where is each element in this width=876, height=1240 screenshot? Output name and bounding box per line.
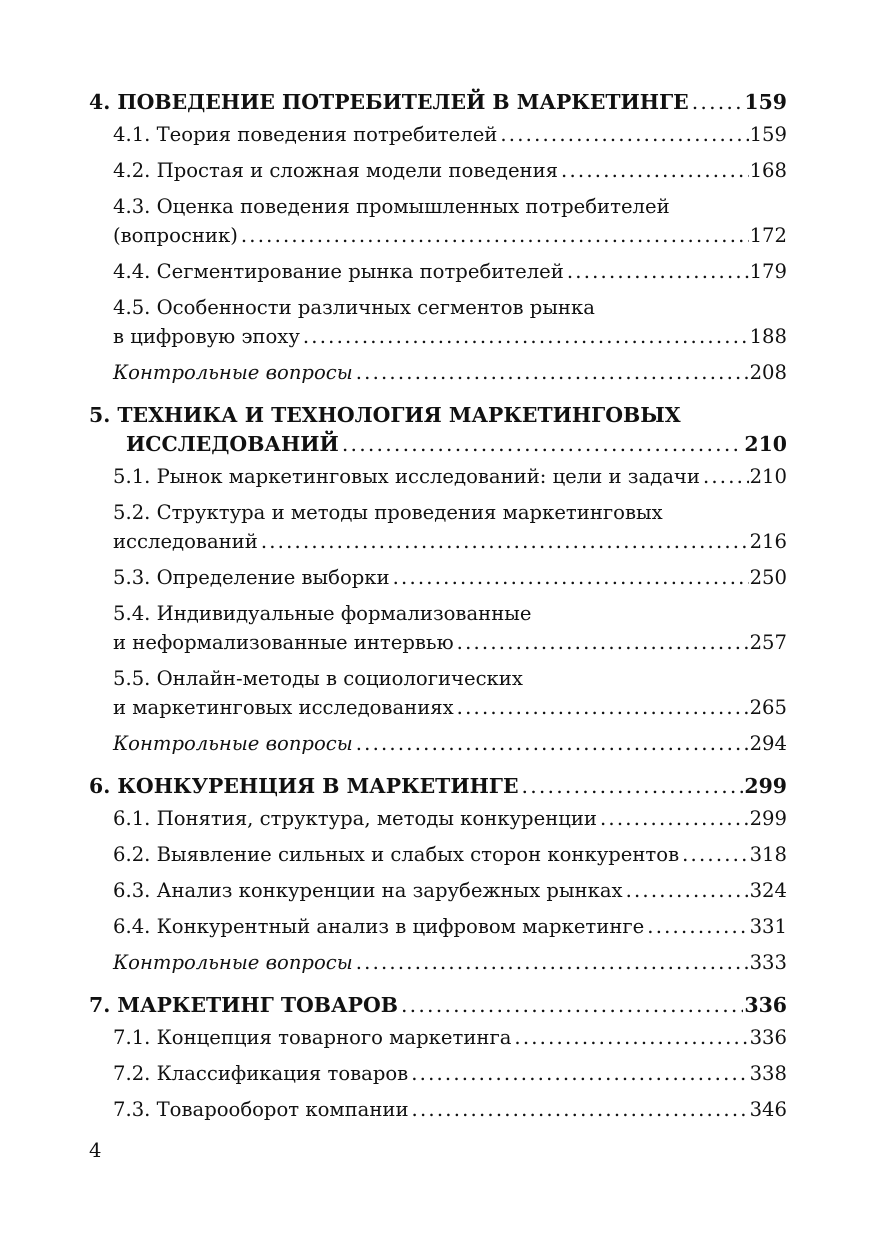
toc-item <box>89 599 787 657</box>
toc-item-line <box>113 804 787 833</box>
toc-item-line <box>113 876 787 905</box>
section-heading <box>89 401 787 459</box>
review-questions <box>89 948 787 977</box>
toc-item <box>89 912 787 941</box>
dot-leader <box>241 221 749 250</box>
dot-leader <box>703 462 749 491</box>
toc-item-page: 172 <box>749 224 787 247</box>
review-questions-line <box>113 948 787 977</box>
toc-item-line <box>113 322 787 351</box>
toc-item-title: и маркетинговых исследованиях <box>113 696 454 719</box>
toc-item-title: 6.1. Понятия, структура, методы конкуренции <box>113 807 597 830</box>
toc-item-title: 4.5. Особенности различных сегментов рынка <box>113 296 595 319</box>
toc-item-title: (вопросник) <box>113 224 238 247</box>
toc-item-line <box>113 221 787 250</box>
dot-leader <box>356 729 749 758</box>
section-heading-line <box>89 88 787 117</box>
toc-item-title: 7.2. Классификация товаров <box>113 1062 409 1085</box>
review-questions-title: Контрольные вопросы <box>113 951 353 974</box>
toc-item <box>89 664 787 722</box>
toc-item-page: 265 <box>749 696 787 719</box>
section-heading <box>89 991 787 1020</box>
toc-item-line <box>113 628 787 657</box>
review-questions-line <box>113 729 787 758</box>
toc-item-title: исследований <box>113 530 258 553</box>
section-heading-line <box>89 430 787 459</box>
dot-leader <box>514 1023 748 1052</box>
toc-item-line <box>113 1023 787 1052</box>
toc-item <box>89 804 787 833</box>
dot-leader <box>303 322 749 351</box>
toc-item-page: 338 <box>749 1062 787 1085</box>
dot-leader <box>600 804 749 833</box>
toc-item-title: 5.1. Рынок маркетинговых исследований: цели и задачи <box>113 465 700 488</box>
section-heading-line <box>89 772 787 801</box>
review-questions-page: 208 <box>749 361 787 384</box>
section-heading <box>89 772 787 801</box>
dot-leader <box>412 1095 749 1124</box>
dot-leader <box>500 120 748 149</box>
review-questions <box>89 358 787 387</box>
dot-leader <box>356 358 749 387</box>
toc-item-page: 346 <box>749 1098 787 1121</box>
section-heading-title: ИССЛЕДОВАНИЙ <box>126 432 339 456</box>
toc-item-line <box>113 156 787 185</box>
toc-item-page: 168 <box>749 159 787 182</box>
dot-leader <box>561 156 749 185</box>
toc-item-line <box>113 462 787 491</box>
dot-leader <box>567 257 749 286</box>
section-heading-title: 7. МАРКЕТИНГ ТОВАРОВ <box>89 993 398 1017</box>
dot-leader <box>356 948 749 977</box>
toc-item-title: и неформализованные интервью <box>113 631 454 654</box>
toc-item-page: 336 <box>749 1026 787 1049</box>
toc-item-title: 5.5. Онлайн-методы в социологических <box>113 667 523 690</box>
dot-leader <box>692 88 744 117</box>
toc-item-line <box>113 293 787 322</box>
toc-item <box>89 876 787 905</box>
section-heading-title: 5. ТЕХНИКА И ТЕХНОЛОГИЯ МАРКЕТИНГОВЫХ <box>89 403 681 427</box>
toc-item-line <box>113 120 787 149</box>
toc-item-line <box>113 664 787 693</box>
dot-leader <box>647 912 748 941</box>
toc-item-title: 5.4. Индивидуальные формализованные <box>113 602 532 625</box>
page-number: 4 <box>89 1139 102 1162</box>
toc-item-page: 324 <box>749 879 787 902</box>
toc-item-line <box>113 1059 787 1088</box>
dot-leader <box>411 1059 748 1088</box>
dot-leader <box>457 693 749 722</box>
toc-item-line <box>113 563 787 592</box>
toc-item-line <box>113 527 787 556</box>
dot-leader <box>522 772 744 801</box>
toc-item-page: 188 <box>749 325 787 348</box>
toc-item-title: 4.1. Теория поведения потребителей <box>113 123 498 146</box>
dot-leader <box>393 563 749 592</box>
toc-item <box>89 840 787 869</box>
review-questions <box>89 729 787 758</box>
section-heading-title: 6. КОНКУРЕНЦИЯ В МАРКЕТИНГЕ <box>89 774 519 798</box>
toc-item-title: 6.4. Конкурентный анализ в цифровом маркетинге <box>113 915 645 938</box>
toc-item <box>89 563 787 592</box>
toc-item-page: 318 <box>749 843 787 866</box>
toc-item-title: 5.3. Определение выборки <box>113 566 390 589</box>
dot-leader <box>401 991 743 1020</box>
toc-item-line <box>113 1095 787 1124</box>
section-heading-line <box>89 991 787 1020</box>
section-heading-line <box>89 401 787 430</box>
toc-item-title: 5.2. Структура и методы проведения маркетинговых <box>113 501 663 524</box>
review-questions-page: 333 <box>749 951 787 974</box>
toc-item-page: 159 <box>749 123 787 146</box>
toc-item-line <box>113 912 787 941</box>
toc-item-page: 257 <box>749 631 787 654</box>
section-heading <box>89 88 787 117</box>
toc-item-page: 331 <box>749 915 787 938</box>
toc-item-title: в цифровую эпоху <box>113 325 300 348</box>
toc-item-line <box>113 693 787 722</box>
toc-item-line <box>113 599 787 628</box>
toc-item-title: 7.1. Концепция товарного маркетинга <box>113 1026 512 1049</box>
toc-item-title: 6.2. Выявление сильных и слабых сторон конкурентов <box>113 843 680 866</box>
dot-leader <box>342 430 744 459</box>
toc-item-page: 250 <box>749 566 787 589</box>
review-questions-title: Контрольные вопросы <box>113 361 353 384</box>
toc-item-title: 4.2. Простая и сложная модели поведения <box>113 159 559 182</box>
review-questions-title: Контрольные вопросы <box>113 732 353 755</box>
toc-item <box>89 257 787 286</box>
toc-item-line <box>113 498 787 527</box>
toc-item-title: 7.3. Товарооборот компании <box>113 1098 409 1121</box>
toc-item-title: 4.4. Сегментирование рынка потребителей <box>113 260 564 283</box>
dot-leader <box>457 628 749 657</box>
section-heading-title: 4. ПОВЕДЕНИЕ ПОТРЕБИТЕЛЕЙ В МАРКЕТИНГЕ <box>89 90 689 114</box>
toc-item-line <box>113 257 787 286</box>
dot-leader <box>682 840 748 869</box>
toc-item <box>89 1023 787 1052</box>
toc-item-page: 210 <box>749 465 787 488</box>
toc-item-page: 216 <box>749 530 787 553</box>
toc-item-title: 6.3. Анализ конкуренции на зарубежных рынках <box>113 879 623 902</box>
toc-item <box>89 498 787 556</box>
section-heading-page: 159 <box>744 90 787 114</box>
toc-item-line <box>113 840 787 869</box>
toc-item-page: 179 <box>749 260 787 283</box>
toc-item <box>89 1059 787 1088</box>
section-heading-page: 299 <box>744 774 787 798</box>
toc-item <box>89 192 787 250</box>
toc-item-page: 299 <box>749 807 787 830</box>
toc-item <box>89 1095 787 1124</box>
toc-item <box>89 120 787 149</box>
toc-item-title: 4.3. Оценка поведения промышленных потребителей <box>113 195 670 218</box>
toc-item <box>89 293 787 351</box>
toc-item-line <box>113 192 787 221</box>
review-questions-page: 294 <box>749 732 787 755</box>
dot-leader <box>626 876 749 905</box>
section-heading-page: 210 <box>744 432 787 456</box>
review-questions-line <box>113 358 787 387</box>
table-of-contents <box>89 88 787 1124</box>
dot-leader <box>261 527 749 556</box>
section-heading-page: 336 <box>744 993 787 1017</box>
toc-item <box>89 462 787 491</box>
toc-item <box>89 156 787 185</box>
